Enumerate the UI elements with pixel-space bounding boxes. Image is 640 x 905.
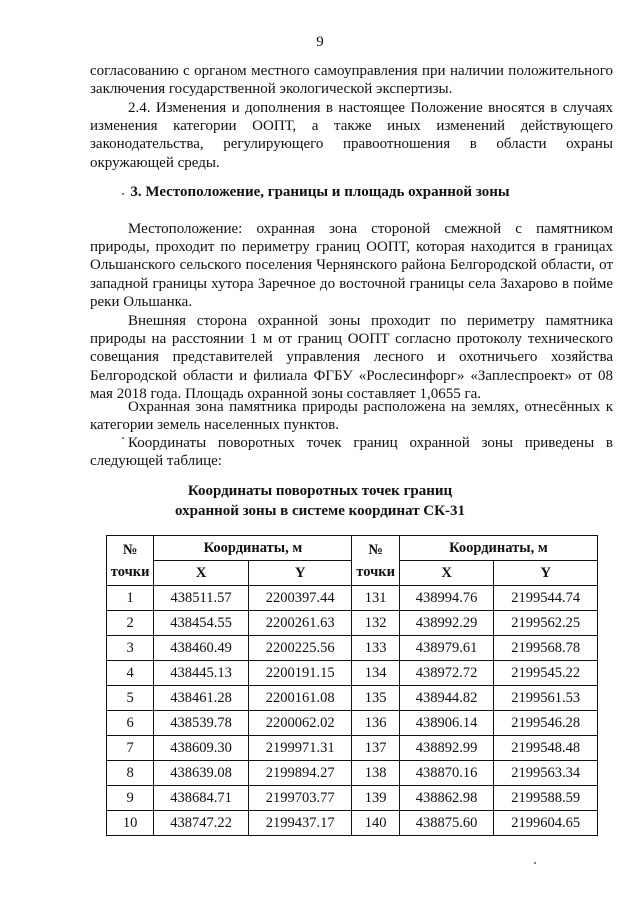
x-coordinate-cell: 438445.13 [154,661,249,686]
paragraph-outer-side: Внешняя сторона охранной зоны проходит по периметру памятника природы на расстоянии 1 м от границ ООПТ согласно протоколу технического совещания представителей управления лесного и охотничьего хозяйства Белгородской области и филиала ФГБУ «Рослесинфорг» «Заплеспроект» от 08 мая 2018 года. Площадь охранной зоны составляет 1,0655 га. [90,313,613,402]
header-coords-left: Координаты, м [154,536,352,561]
header-x-right: X [399,561,494,586]
header-point-number-right [352,536,399,586]
point-number-cell: 133 [352,636,399,661]
table-row [107,786,598,811]
x-coordinate-cell: 438460.49 [154,636,249,661]
header-y-left: Y [248,561,352,586]
table-body [107,586,598,836]
table-row [107,636,598,661]
y-coordinate-cell: 2200161.08 [248,686,352,711]
y-coordinate-cell: 2199703.77 [248,786,352,811]
point-number-cell: 2 [107,611,154,636]
point-number-cell: 140 [352,811,399,836]
y-coordinate-cell: 2199568.78 [494,636,598,661]
header-point-number-left [107,536,154,586]
y-coordinate-cell: 2199561.53 [494,686,598,711]
y-coordinate-cell: 2200397.44 [248,586,352,611]
table-row [107,661,598,686]
y-coordinate-cell: 2200062.02 [248,711,352,736]
table-row [107,686,598,711]
scan-speck [122,193,124,195]
y-coordinate-cell: 2199894.27 [248,761,352,786]
point-number-cell: 135 [352,686,399,711]
table-caption [0,481,640,521]
point-number-cell: 6 [107,711,154,736]
table-row [107,711,598,736]
header-y-right: Y [494,561,598,586]
paragraph-2-4: 2.4. Изменения и дополнения в настоящее Положение вносятся в случаях изменения категории ООПТ, а также иных изменений действующего законодательства, регулирующего правоотношения в области охраны окружающей среды. [90,100,613,171]
point-number-cell: 3 [107,636,154,661]
y-coordinate-cell: 2199588.59 [494,786,598,811]
x-coordinate-cell: 438747.22 [154,811,249,836]
y-coordinate-cell: 2200191.15 [248,661,352,686]
y-coordinate-cell: 2199604.65 [494,811,598,836]
paragraph-coords-intro: Координаты поворотных точек границ охранной зоны приведены в следующей таблице: [90,435,613,470]
x-coordinate-cell: 438979.61 [399,636,494,661]
point-number-cell: 10 [107,811,154,836]
x-coordinate-cell: 438972.72 [399,661,494,686]
x-coordinate-cell: 438511.57 [154,586,249,611]
page-number: 9 [316,34,324,50]
y-coordinate-cell: 2199544.74 [494,586,598,611]
point-number-cell: 1 [107,586,154,611]
x-coordinate-cell: 438994.76 [399,586,494,611]
intro-paragraph: согласованию с органом местного самоуправления при наличии положительного заключения государственной экологической экспертизы. [90,63,613,98]
y-coordinate-cell: 2199971.31 [248,736,352,761]
y-coordinate-cell: 2199563.34 [494,761,598,786]
table-row [107,611,598,636]
point-number-cell: 8 [107,761,154,786]
header-num-symbol: № [368,541,383,558]
point-number-cell: 9 [107,786,154,811]
y-coordinate-cell: 2200225.56 [248,636,352,661]
scan-speck [122,437,124,439]
coordinates-table [106,535,598,836]
table-row [107,811,598,836]
header-point-label: точки [110,563,150,580]
x-coordinate-cell: 438875.60 [399,811,494,836]
point-number-cell: 137 [352,736,399,761]
point-number-cell: 136 [352,711,399,736]
header-point-label: точки [356,563,395,580]
table-caption-line-1: Координаты поворотных точек границ [187,483,453,499]
y-coordinate-cell: 2199548.48 [494,736,598,761]
table-row [107,761,598,786]
table-caption-line-2: охранной зоны в системе координат СК-31 [174,503,466,519]
y-coordinate-cell: 2199546.28 [494,711,598,736]
scan-speck [534,862,536,864]
x-coordinate-cell: 438684.71 [154,786,249,811]
paragraph-lands: Охранная зона памятника природы расположена на землях, отнесённых к категории земель населенных пунктов. [90,399,613,434]
x-coordinate-cell: 438539.78 [154,711,249,736]
point-number-cell: 138 [352,761,399,786]
header-x-left: X [154,561,249,586]
point-number-cell: 132 [352,611,399,636]
y-coordinate-cell: 2199437.17 [248,811,352,836]
x-coordinate-cell: 438992.29 [399,611,494,636]
x-coordinate-cell: 438609.30 [154,736,249,761]
table-header-row-1 [107,536,598,561]
section-heading: 3. Местоположение, границы и площадь охранной зоны [130,184,510,200]
x-coordinate-cell: 438454.55 [154,611,249,636]
paragraph-location: Местоположение: охранная зона стороной смежной с памятником природы, проходит по периметру границ ООПТ, которая находится в границах Ольшанского сельского поселения Чернянского района Белгородской области, от западной границы хутора Заречное до восточной границы села Захарово в пойме реки Ольшанка. [90,221,613,310]
point-number-cell: 7 [107,736,154,761]
header-num-symbol: № [122,541,138,558]
x-coordinate-cell: 438906.14 [399,711,494,736]
table-row [107,736,598,761]
point-number-cell: 5 [107,686,154,711]
header-coords-right: Координаты, м [399,536,597,561]
y-coordinate-cell: 2199562.25 [494,611,598,636]
point-number-cell: 4 [107,661,154,686]
x-coordinate-cell: 438639.08 [154,761,249,786]
point-number-cell: 131 [352,586,399,611]
x-coordinate-cell: 438944.82 [399,686,494,711]
x-coordinate-cell: 438862.98 [399,786,494,811]
y-coordinate-cell: 2199545.22 [494,661,598,686]
point-number-cell: 134 [352,661,399,686]
x-coordinate-cell: 438892.99 [399,736,494,761]
point-number-cell: 139 [352,786,399,811]
x-coordinate-cell: 438870.16 [399,761,494,786]
table-row [107,586,598,611]
y-coordinate-cell: 2200261.63 [248,611,352,636]
x-coordinate-cell: 438461.28 [154,686,249,711]
